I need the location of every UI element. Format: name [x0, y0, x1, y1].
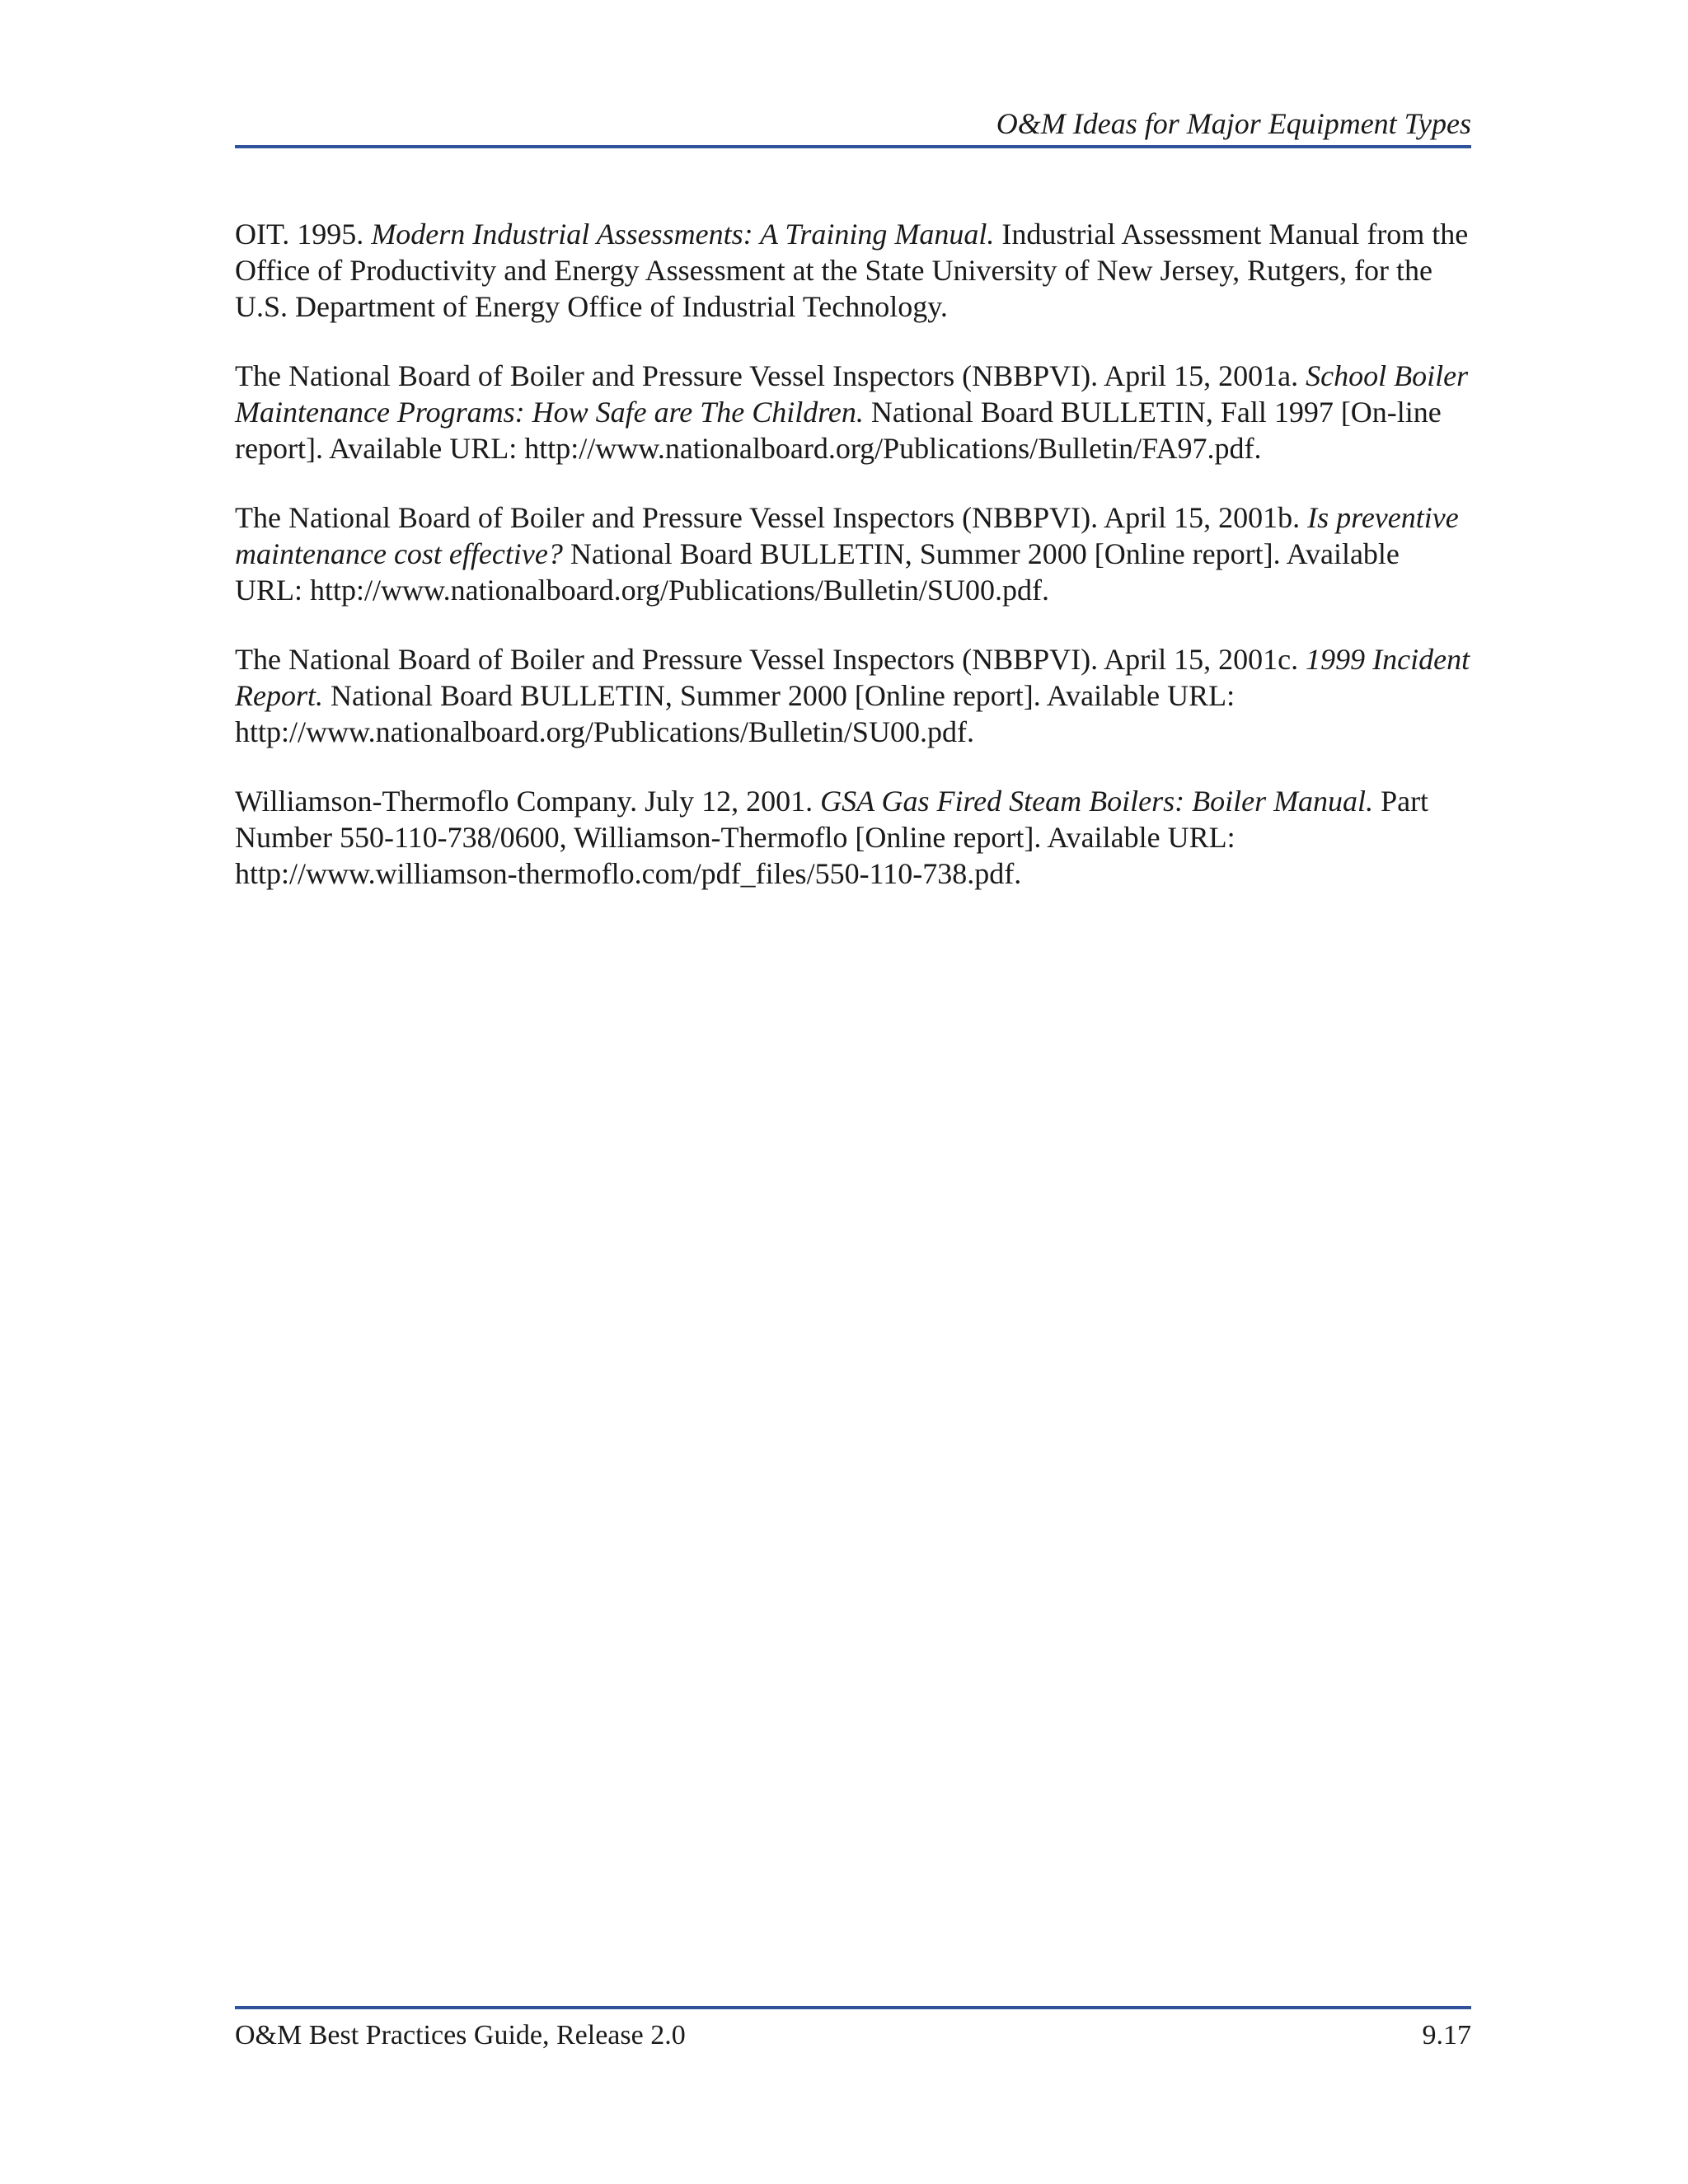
reference-title: Is preventive maintenance cost effective?	[235, 501, 1459, 570]
footer-guide-title: O&M Best Practices Guide, Release 2.0	[235, 2020, 686, 2050]
reference-lead: The National Board of Boiler and Pressure Vessel Inspectors (NBBPVI). April 15, 2001b.	[235, 501, 1308, 534]
running-header: O&M Ideas for Major Equipment Types	[996, 107, 1471, 140]
reference-list	[235, 216, 1471, 925]
reference-title: 1999 Incident Report.	[235, 643, 1470, 712]
reference-entry	[235, 216, 1471, 325]
reference-title: School Boiler Maintenance Programs: How Safe are The Children.	[235, 359, 1469, 429]
reference-lead: The National Board of Boiler and Pressure Vessel Inspectors (NBBPVI). April 15, 2001c.	[235, 643, 1306, 676]
reference-lead: The National Board of Boiler and Pressure Vessel Inspectors (NBBPVI). April 15, 2001a.	[235, 359, 1306, 392]
reference-entry	[235, 783, 1471, 892]
reference-entry	[235, 499, 1471, 608]
footer-rule	[235, 2006, 1471, 2009]
reference-details: Part Number 550-110-738/0600, Williamson-Thermoflo [Online report]. Available URL: http://www.williamson-thermoflo.com/pdf_files/550-110-738.pdf.	[235, 785, 1429, 890]
page-number: 9.17	[1422, 2020, 1471, 2050]
reference-details: Industrial Assessment Manual from the Office of Productivity and Energy Assessment at the State University of New Jersey, Rutgers, for the U.S. Department of Energy Office of Industrial Technology.	[235, 218, 1469, 323]
reference-details: National Board BULLETIN, Fall 1997 [On-line report]. Available URL: http://www.nationalboard.org/Publications/Bulletin/FA97.pdf.	[235, 396, 1442, 465]
reference-title: Modern Industrial Assessments: A Training Manual.	[371, 218, 995, 251]
reference-title: GSA Gas Fired Steam Boilers: Boiler Manual.	[820, 785, 1374, 818]
reference-lead: OIT. 1995.	[235, 218, 372, 251]
reference-entry	[235, 358, 1471, 466]
header-rule	[235, 145, 1471, 148]
reference-details: National Board BULLETIN, Summer 2000 [Online report]. Available URL: http://www.nationalboard.org/Publications/Bulletin/SU00.pdf.	[235, 537, 1400, 607]
reference-details: National Board BULLETIN, Summer 2000 [Online report]. Available URL: http://www.nationalboard.org/Publications/Bulletin/SU00.pdf.	[235, 679, 1236, 748]
reference-lead: Williamson-Thermoflo Company. July 12, 2001.	[235, 785, 821, 818]
reference-entry	[235, 641, 1471, 750]
